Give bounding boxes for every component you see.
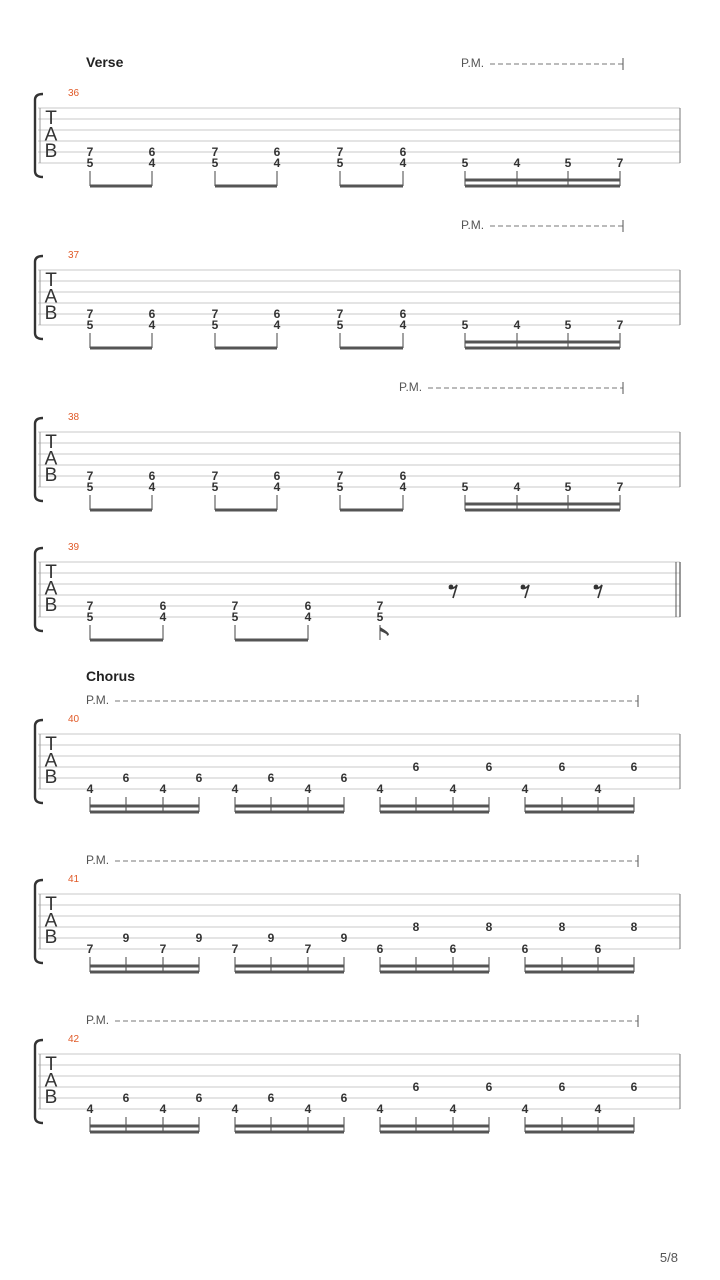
fret-number: 5 (211, 156, 219, 170)
fret-number: 4 (449, 782, 457, 796)
fret-number: 6 (558, 760, 566, 774)
fret-number: 7 (86, 307, 94, 321)
palm-mute-label: P.M. (461, 218, 485, 232)
fret-number: 6 (399, 307, 407, 321)
fret-number: 4 (449, 1102, 457, 1116)
fret-number: 6 (558, 1080, 566, 1094)
fret-number: 6 (159, 599, 167, 613)
fret-number: 5 (86, 156, 94, 170)
fret-number: 6 (485, 1080, 493, 1094)
section-label: Chorus (86, 668, 135, 684)
fret-number: 5 (336, 480, 344, 494)
fret-number: 7 (231, 599, 239, 613)
fret-number: 9 (267, 931, 275, 945)
measure-number: 42 (68, 1034, 80, 1045)
fret-number: 5 (461, 480, 469, 494)
fret-number: 4 (86, 782, 94, 796)
tab-clef-letter: T (45, 1054, 57, 1075)
fret-number: 8 (630, 920, 638, 934)
fret-number: 5 (564, 318, 572, 332)
tab-clef-letter: B (44, 767, 58, 788)
fret-number: 4 (159, 782, 167, 796)
fret-number: 4 (399, 156, 407, 170)
fret-number: 4 (376, 1102, 384, 1116)
fret-number: 6 (412, 760, 420, 774)
fret-number: 9 (340, 931, 348, 945)
fret-number: 4 (594, 782, 602, 796)
fret-number: 6 (148, 469, 156, 483)
tab-clef-letter: A (44, 286, 58, 308)
fret-number: 7 (211, 145, 219, 159)
fret-number: 6 (122, 771, 130, 785)
fret-number: 6 (267, 1091, 275, 1105)
tab-clef-letter: A (44, 578, 58, 600)
tab-clef-letter: B (44, 303, 58, 324)
fret-number: 6 (148, 307, 156, 321)
tab-clef-letter: B (44, 1087, 58, 1108)
measure-number: 36 (68, 88, 80, 99)
fret-number: 6 (485, 760, 493, 774)
system-bracket (35, 720, 43, 803)
fret-number: 4 (148, 156, 156, 170)
fret-number: 6 (273, 469, 281, 483)
note-flag (380, 627, 389, 636)
fret-number: 4 (273, 156, 281, 170)
fret-number: 7 (211, 307, 219, 321)
fret-number: 7 (304, 942, 312, 956)
fret-number: 4 (159, 1102, 167, 1116)
fret-number: 5 (336, 318, 344, 332)
fret-number: 6 (195, 771, 203, 785)
fret-number: 4 (521, 782, 529, 796)
fret-number: 6 (273, 307, 281, 321)
fret-number: 6 (148, 145, 156, 159)
fret-number: 5 (376, 610, 384, 624)
fret-number: 6 (195, 1091, 203, 1105)
fret-number: 7 (336, 145, 344, 159)
tab-clef-letter: A (44, 750, 58, 772)
fret-number: 9 (122, 931, 130, 945)
tab-clef-letter: T (45, 734, 57, 755)
fret-number: 5 (461, 318, 469, 332)
fret-number: 5 (564, 480, 572, 494)
fret-number: 5 (86, 318, 94, 332)
fret-number: 4 (273, 480, 281, 494)
system-bracket (35, 880, 43, 963)
fret-number: 6 (340, 771, 348, 785)
fret-number: 5 (336, 156, 344, 170)
fret-number: 7 (159, 942, 167, 956)
palm-mute-label: P.M. (86, 1013, 110, 1027)
section-label: Verse (86, 54, 124, 70)
palm-mute-label: P.M. (86, 693, 110, 707)
fret-number: 4 (231, 782, 239, 796)
system-bracket (35, 548, 43, 631)
fret-number: 7 (616, 156, 624, 170)
fret-number: 7 (86, 469, 94, 483)
fret-number: 8 (558, 920, 566, 934)
fret-number: 7 (376, 599, 384, 613)
fret-number: 6 (630, 760, 638, 774)
fret-number: 7 (336, 307, 344, 321)
system-bracket (35, 418, 43, 501)
fret-number: 6 (340, 1091, 348, 1105)
fret-number: 8 (412, 920, 420, 934)
measure-number: 38 (68, 412, 80, 423)
tab-clef-letter: B (44, 595, 58, 616)
measure-number: 40 (68, 714, 80, 725)
fret-number: 5 (461, 156, 469, 170)
tab-clef-letter: T (45, 562, 57, 583)
fret-number: 6 (122, 1091, 130, 1105)
fret-number: 4 (148, 480, 156, 494)
fret-number: 5 (231, 610, 239, 624)
fret-number: 5 (211, 480, 219, 494)
fret-number: 4 (399, 318, 407, 332)
fret-number: 6 (304, 599, 312, 613)
tab-clef-letter: T (45, 432, 57, 453)
fret-number: 6 (399, 145, 407, 159)
tab-clef-letter: A (44, 448, 58, 470)
fret-number: 4 (273, 318, 281, 332)
fret-number: 4 (159, 610, 167, 624)
fret-number: 7 (86, 942, 94, 956)
fret-number: 4 (86, 1102, 94, 1116)
fret-number: 4 (513, 318, 521, 332)
fret-number: 7 (231, 942, 239, 956)
fret-number: 7 (86, 599, 94, 613)
fret-number: 4 (513, 480, 521, 494)
fret-number: 5 (564, 156, 572, 170)
fret-number: 4 (513, 156, 521, 170)
fret-number: 7 (616, 480, 624, 494)
tab-clef-letter: T (45, 894, 57, 915)
fret-number: 6 (630, 1080, 638, 1094)
fret-number: 7 (86, 145, 94, 159)
fret-number: 6 (399, 469, 407, 483)
page-number: 5/8 (659, 1250, 678, 1265)
tab-clef-letter: T (45, 270, 57, 291)
measure-number: 41 (68, 874, 80, 885)
fret-number: 4 (399, 480, 407, 494)
tab-clef-letter: B (44, 465, 58, 486)
measure-number: 37 (68, 250, 80, 261)
fret-number: 4 (304, 1102, 312, 1116)
fret-number: 6 (412, 1080, 420, 1094)
palm-mute-label: P.M. (461, 56, 485, 70)
fret-number: 7 (211, 469, 219, 483)
measure-number: 39 (68, 542, 80, 553)
system-bracket (35, 1040, 43, 1123)
tab-clef-letter: A (44, 124, 58, 146)
fret-number: 6 (521, 942, 529, 956)
fret-number: 4 (376, 782, 384, 796)
fret-number: 4 (148, 318, 156, 332)
system-bracket (35, 94, 43, 177)
fret-number: 6 (449, 942, 457, 956)
fret-number: 6 (376, 942, 384, 956)
fret-number: 5 (211, 318, 219, 332)
system-bracket (35, 256, 43, 339)
palm-mute-label: P.M. (399, 380, 423, 394)
fret-number: 4 (304, 610, 312, 624)
fret-number: 8 (485, 920, 493, 934)
fret-number: 7 (336, 469, 344, 483)
fret-number: 4 (231, 1102, 239, 1116)
fret-number: 4 (594, 1102, 602, 1116)
tab-clef-letter: A (44, 1070, 58, 1092)
fret-number: 6 (273, 145, 281, 159)
palm-mute-label: P.M. (86, 853, 110, 867)
fret-number: 4 (521, 1102, 529, 1116)
tab-clef-letter: B (44, 927, 58, 948)
tab-clef-letter: T (45, 108, 57, 129)
fret-number: 5 (86, 610, 94, 624)
fret-number: 4 (304, 782, 312, 796)
tab-clef-letter: B (44, 141, 58, 162)
fret-number: 5 (86, 480, 94, 494)
fret-number: 6 (267, 771, 275, 785)
tab-clef-letter: A (44, 910, 58, 932)
fret-number: 7 (616, 318, 624, 332)
fret-number: 9 (195, 931, 203, 945)
fret-number: 6 (594, 942, 602, 956)
